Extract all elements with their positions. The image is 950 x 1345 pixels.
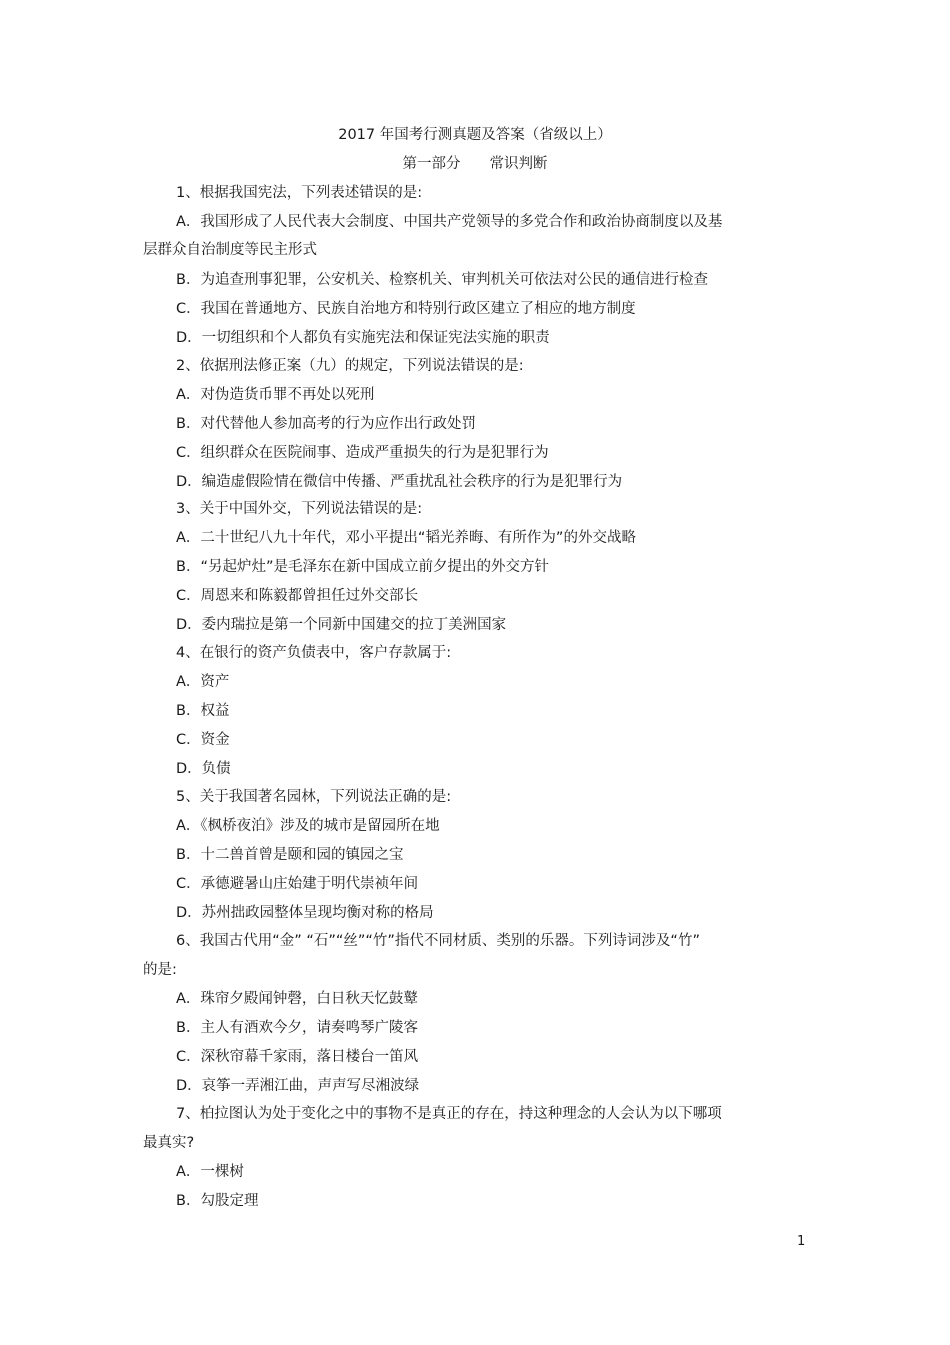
question-3-option-d: D．委内瑞拉是第一个同新中国建交的拉丁美洲国家 bbox=[176, 617, 507, 633]
question-7-stem: 7、柏拉图认为处于变化之中的事物不是真正的存在，持这种理念的人会认为以下哪项 bbox=[176, 1106, 722, 1122]
question-7-stem-continued: 最真实? bbox=[143, 1135, 195, 1151]
question-4-option-d: D．负债 bbox=[176, 761, 231, 777]
question-6-option-c: C．深秋帘幕千家雨，落日楼台一笛风 bbox=[176, 1049, 419, 1065]
question-4-option-a: A．资产 bbox=[176, 674, 230, 690]
question-6-option-b: B．主人有酒欢今夕，请奏鸣琴广陵客 bbox=[176, 1020, 418, 1036]
question-1-option-d: D．一切组织和个人都负有实施宪法和保证宪法实施的职责 bbox=[176, 330, 550, 346]
question-3-option-b: B．“另起炉灶”是毛泽东在新中国成立前夕提出的外交方针 bbox=[176, 559, 549, 575]
question-1-option-a: A．我国形成了人民代表大会制度、中国共产党领导的多党合作和政治协商制度以及基 bbox=[176, 214, 723, 230]
question-6-option-a: A．珠帘夕殿闻钟磬，白日秋天忆鼓鼙 bbox=[176, 991, 418, 1007]
question-2-option-c: C．组织群众在医院闹事、造成严重损失的行为是犯罪行为 bbox=[176, 445, 549, 461]
question-6-option-d: D．哀筝一弄湘江曲，声声写尽湘波绿 bbox=[176, 1078, 420, 1094]
page-number: 1 bbox=[797, 1234, 806, 1249]
question-7-option-b: B．勾股定理 bbox=[176, 1193, 259, 1209]
question-6-stem-continued: 的是: bbox=[143, 962, 177, 978]
question-2-stem: 2、依据刑法修正案（九）的规定，下列说法错误的是: bbox=[176, 358, 524, 374]
question-4-stem: 4、在银行的资产负债表中，客户存款属于: bbox=[176, 645, 452, 661]
question-6-stem: 6、我国古代用“金” “石”“丝”“竹”指代不同材质、类别的乐器。下列诗词涉及“竹” bbox=[176, 933, 700, 949]
question-1-option-a-continued: 层群众自治制度等民主形式 bbox=[143, 242, 317, 258]
question-3-option-c: C．周恩来和陈毅都曾担任过外交部长 bbox=[176, 588, 419, 604]
question-2-option-a: A．对伪造货币罪不再处以死刑 bbox=[176, 387, 375, 403]
question-1-option-c: C．我国在普通地方、民族自治地方和特别行政区建立了相应的地方制度 bbox=[176, 301, 636, 317]
question-3-option-a: A．二十世纪八九十年代，邓小平提出“韬光养晦、有所作为”的外交战略 bbox=[176, 530, 636, 546]
question-5-option-d: D．苏州拙政园整体呈现均衡对称的格局 bbox=[176, 905, 434, 921]
document-title: 2017 年国考行测真题及答案（省级以上） bbox=[338, 127, 612, 143]
section-heading: 第一部分 常识判断 bbox=[402, 156, 548, 172]
question-4-option-c: C．资金 bbox=[176, 732, 230, 748]
question-5-stem: 5、关于我国著名园林，下列说法正确的是: bbox=[176, 789, 452, 805]
question-2-option-d: D．编造虚假险情在微信中传播、严重扰乱社会秩序的行为是犯罪行为 bbox=[176, 474, 623, 490]
question-4-option-b: B．权益 bbox=[176, 703, 230, 719]
question-5-option-c: C．承德避暑山庄始建于明代崇祯年间 bbox=[176, 876, 419, 892]
question-7-option-a: A．一棵树 bbox=[176, 1164, 244, 1180]
question-1-stem: 1、根据我国宪法，下列表述错误的是: bbox=[176, 185, 423, 201]
question-3-stem: 3、关于中国外交，下列说法错误的是: bbox=[176, 501, 423, 517]
question-1-option-b: B．为追查刑事犯罪，公安机关、检察机关、审判机关可依法对公民的通信进行检查 bbox=[176, 272, 708, 288]
question-5-option-a: A．《枫桥夜泊》涉及的城市是留园所在地 bbox=[176, 818, 440, 834]
question-5-option-b: B．十二兽首曾是颐和园的镇园之宝 bbox=[176, 847, 404, 863]
question-2-option-b: B．对代替他人参加高考的行为应作出行政处罚 bbox=[176, 416, 476, 432]
